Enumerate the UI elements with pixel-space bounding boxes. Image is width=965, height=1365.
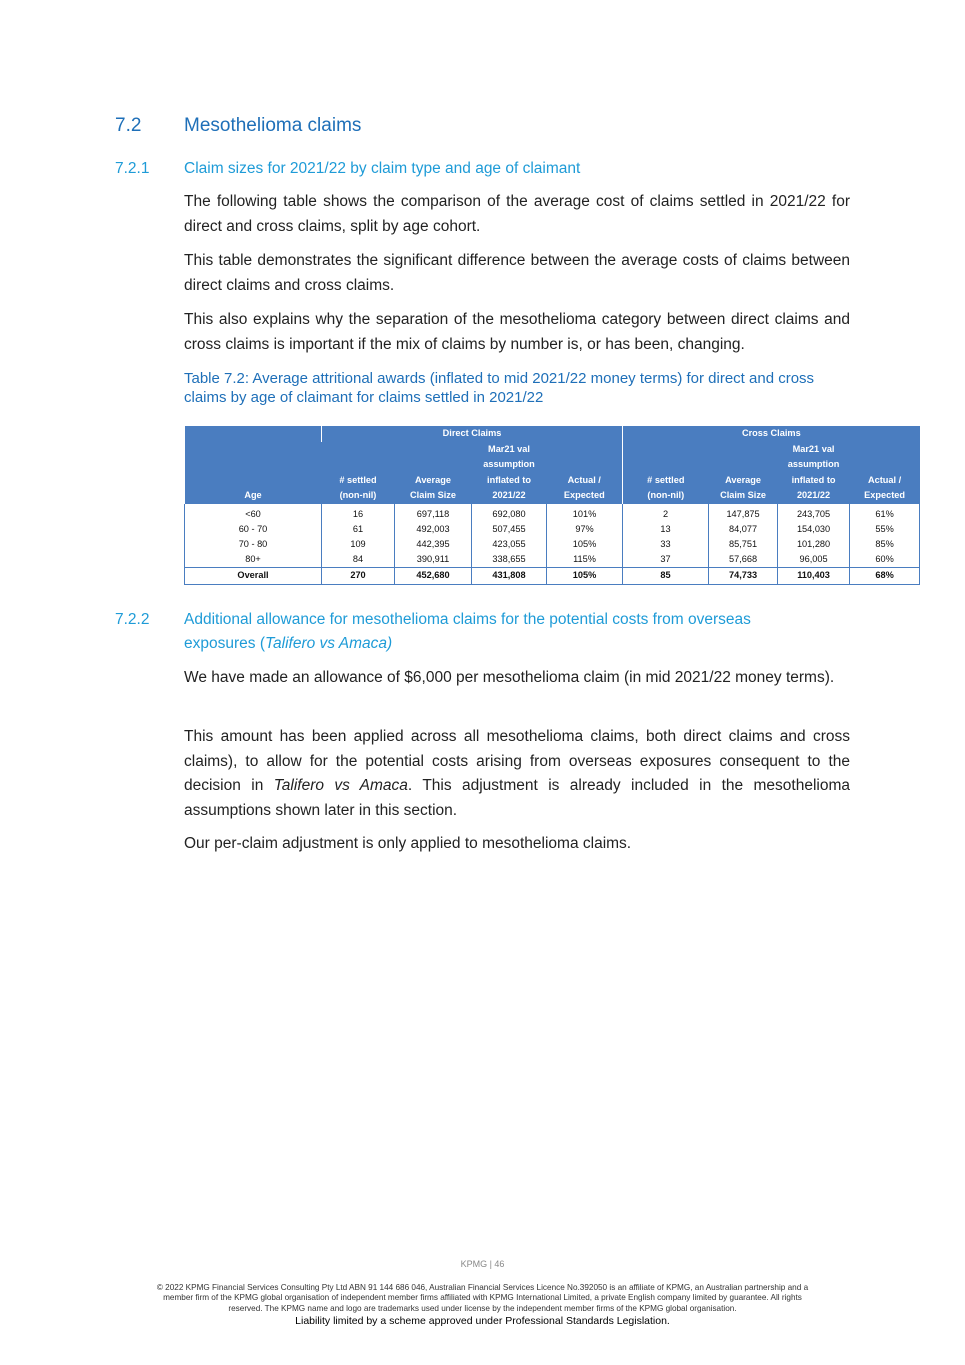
table-cell: 147,875 (709, 504, 778, 522)
table-cell: 16 (322, 504, 395, 522)
table-cell: 85% (850, 537, 920, 552)
subsection-number: 7.2.2 (115, 611, 150, 628)
table-cell: 697,118 (395, 504, 472, 522)
header-nonnil: (non-nil) (623, 488, 709, 504)
header-expected: Expected (547, 488, 623, 504)
paragraph: This also explains why the separation of the mesothelioma category between direct claims and cross claims is important if the mix of claims by number is, or has been, changing. (184, 311, 850, 353)
paragraph: This table demonstrates the significant difference between the average costs of claims between direct claims and cross claims. (184, 252, 850, 294)
table-cell: 57,668 (709, 552, 778, 568)
table-cell: 68% (850, 568, 920, 584)
table-cell: 61 (322, 522, 395, 537)
table-cell: 390,911 (395, 552, 472, 568)
header-nonnil: (non-nil) (322, 488, 395, 504)
table-cell: 96,005 (778, 552, 850, 568)
page-number: KPMG | 46 (460, 1259, 505, 1269)
table-cell: 270 (322, 568, 395, 584)
case-name: Talifero vs Amaca (273, 777, 408, 794)
table-cell: 101% (547, 504, 623, 522)
table-cell: 423,055 (472, 537, 547, 552)
subsection-number: 7.2.1 (115, 160, 150, 177)
table-cell: <60 (185, 504, 322, 522)
legal-line: member firm of the KPMG global organisation of independent member firms affiliated with KPMG International Limited, a private English company limited by guarantee. All rights (163, 1293, 802, 1303)
paragraph: We have made an allowance of $6,000 per mesothelioma claim (in mid 2021/22 money terms). (184, 669, 835, 686)
group-header-direct: Direct Claims (322, 426, 623, 442)
table-cell: 109 (322, 537, 395, 552)
table-cell: 85,751 (709, 537, 778, 552)
group-header-cross: Cross Claims (623, 426, 920, 442)
header-actual: Actual / (850, 473, 920, 489)
table-caption: Table 7.2: Average attritional awards (inflated to mid 2021/22 money terms) for direct and cross claims by age of claimant for claims settled in 2021/22 (184, 370, 815, 406)
table-cell: 338,655 (472, 552, 547, 568)
header-assumption: assumption (778, 457, 850, 473)
table-cell: 97% (547, 522, 623, 537)
paragraph (184, 725, 850, 823)
header-claim-size: Claim Size (395, 488, 472, 504)
table-cell: 2 (623, 504, 709, 522)
table-total-row (185, 568, 920, 584)
header-cell (185, 426, 322, 442)
legal-notice (110, 1283, 855, 1314)
table-cell: 243,705 (778, 504, 850, 522)
paragraph-text: . This adjustment is already included in the mesothelioma assumptions shown later in this section. (184, 777, 851, 819)
section-title: Mesothelioma claims (184, 115, 362, 136)
header-inflated: inflated to (778, 473, 850, 489)
table-cell: 61% (850, 504, 920, 522)
table-cell: 492,003 (395, 522, 472, 537)
subsection-title (184, 608, 864, 656)
paragraph: The following table shows the comparison of the average cost of claims settled in 2021/22 for direct and cross claims, split by age cohort. (184, 193, 850, 235)
table-row (185, 522, 920, 537)
legal-line: © 2022 KPMG Financial Services Consulting Pty Ltd ABN 91 144 686 046, Australian Financial Services Licence No.392050 is an affiliate of KPMG, an Australian partnership and a (156, 1283, 809, 1292)
table-cell: 33 (623, 537, 709, 552)
table-row (185, 552, 920, 568)
subsection-title: Claim sizes for 2021/22 by claim type and age of claimant (184, 160, 581, 177)
table-cell: 105% (547, 568, 623, 584)
header-expected: Expected (850, 488, 920, 504)
table-cell: 442,395 (395, 537, 472, 552)
subsection-title-line (184, 632, 864, 656)
header-year: 2021/22 (472, 488, 547, 504)
paragraph-text: This amount has been applied across all mesothelioma claims, both direct claims and cross claims), to allow for the potential costs arising from overseas exposures consequent to the decision in (184, 728, 850, 794)
table-cell: 84,077 (709, 522, 778, 537)
table-cell: 110,403 (778, 568, 850, 584)
header-mar21: Mar21 val (472, 442, 547, 458)
title-text: exposures ( (184, 635, 265, 652)
table-cell: 154,030 (778, 522, 850, 537)
table-cell: 13 (623, 522, 709, 537)
header-settled: # settled (623, 473, 709, 489)
table-cell: 60% (850, 552, 920, 568)
claims-table (184, 426, 920, 585)
liability-notice: Liability limited by a scheme approved under Professional Standards Legislation. (295, 1315, 670, 1327)
header-age: Age (185, 488, 322, 504)
table-cell: 85 (623, 568, 709, 584)
paragraph: Our per-claim adjustment is only applied to mesothelioma claims. (184, 835, 632, 852)
table-cell: Overall (185, 568, 322, 584)
table-cell: 105% (547, 537, 623, 552)
table-cell: 74,733 (709, 568, 778, 584)
table-row (185, 537, 920, 552)
table-row (185, 504, 920, 522)
legal-line: reserved. The KPMG name and logo are trademarks used under license by the independent member firms of the KPMG global organisation. (228, 1303, 737, 1313)
table-cell: 115% (547, 552, 623, 568)
table-cell: 507,455 (472, 522, 547, 537)
header-inflated: inflated to (472, 473, 547, 489)
header-year: 2021/22 (778, 488, 850, 504)
section-number: 7.2 (115, 115, 142, 136)
table-cell: 37 (623, 552, 709, 568)
table-cell: 452,680 (395, 568, 472, 584)
table-cell: 84 (322, 552, 395, 568)
table-cell: 70 - 80 (185, 537, 322, 552)
table-cell: 692,080 (472, 504, 547, 522)
header-average: Average (395, 473, 472, 489)
header-actual: Actual / (547, 473, 623, 489)
table-cell: 80+ (185, 552, 322, 568)
header-assumption: assumption (472, 457, 547, 473)
table-cell: 55% (850, 522, 920, 537)
title-case-name: Talifero vs Amaca) (264, 635, 393, 652)
header-average: Average (709, 473, 778, 489)
header-mar21: Mar21 val (778, 442, 850, 458)
subsection-title-line: Additional allowance for mesothelioma claims for the potential costs from overseas (184, 611, 751, 628)
header-claim-size: Claim Size (709, 488, 778, 504)
header-settled: # settled (322, 473, 395, 489)
table-cell: 60 - 70 (185, 522, 322, 537)
table-cell: 101,280 (778, 537, 850, 552)
table-cell: 431,808 (472, 568, 547, 584)
